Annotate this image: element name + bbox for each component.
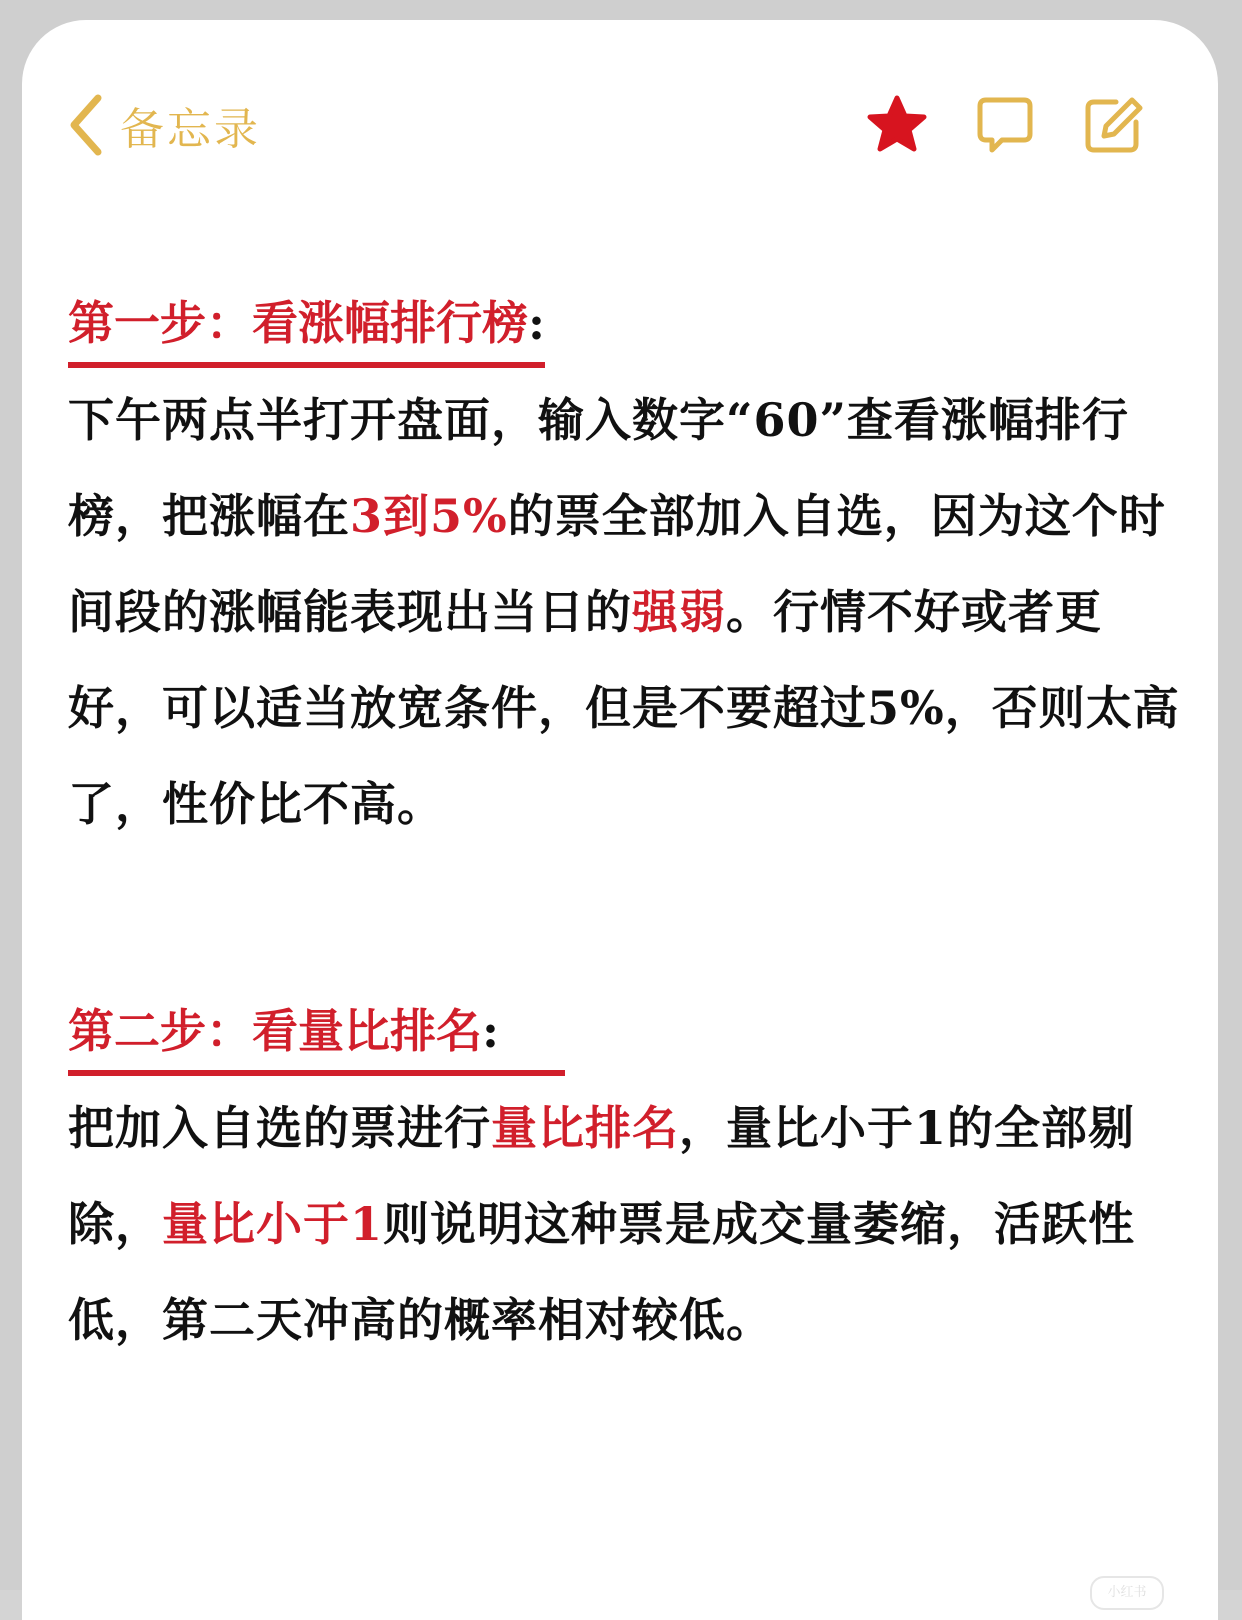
back-chevron-icon	[66, 92, 106, 158]
notes-screen	[22, 20, 1218, 1620]
step-two-section	[68, 996, 1188, 1368]
step-one-text-2: 的票全部加入自选，因为这个时间段的涨幅能表现出当日的	[68, 489, 1166, 639]
step-two-underline	[68, 1070, 565, 1076]
step-one-title: 第一步：看涨幅排行榜	[68, 296, 528, 350]
step-one-heading	[68, 296, 545, 350]
step-two-heading-wrap	[68, 996, 499, 1076]
step-one-text-3: 。行情不好或者更好，可以适当放宽条件，但是不要超过5%，否则太高了，性价比不高。	[68, 585, 1180, 831]
step-two-text-1: 把加入自选的票进行	[68, 1101, 491, 1155]
compose-icon	[1080, 92, 1146, 158]
chat-bubble-icon	[972, 92, 1038, 158]
step-one-text-1: 下午两点半打开盘面，输入数字“60”查看涨幅排行榜，把涨幅在	[68, 393, 1129, 543]
step-two-highlight-ranking: 量比排名	[491, 1101, 679, 1155]
favorite-button[interactable]	[864, 92, 930, 158]
back-button[interactable]	[66, 90, 261, 160]
comment-button[interactable]	[972, 92, 1038, 158]
step-two-text-3: 则说明这种票是成交量萎缩，活跃性低，第二天冲高的概率相对较低。	[68, 1197, 1136, 1347]
step-two-colon: :	[482, 1004, 499, 1058]
note-body[interactable]	[68, 288, 1188, 1368]
step-one-paragraph	[68, 372, 1188, 852]
watermark-logo: 小红书	[1090, 1576, 1164, 1610]
step-two-heading	[68, 1004, 499, 1058]
step-two-paragraph	[68, 1080, 1188, 1368]
star-icon	[864, 92, 930, 158]
step-one-highlight-strength: 强弱	[632, 585, 726, 639]
step-one-underline	[68, 362, 545, 368]
step-one-colon: :	[528, 296, 545, 350]
compose-button[interactable]	[1080, 92, 1146, 158]
step-one-heading-wrap	[68, 288, 545, 368]
step-one-highlight-range: 3到5%	[350, 489, 508, 543]
back-label: 备忘录	[120, 104, 261, 155]
step-two-title: 第二步：看量比排名	[68, 1004, 482, 1058]
step-one-section	[68, 288, 1188, 852]
step-two-text-2: ，量比小于1的全部剔除，	[68, 1101, 1136, 1251]
navigation-bar	[22, 20, 1218, 220]
step-two-highlight-ratio: 量比小于1	[162, 1197, 384, 1251]
